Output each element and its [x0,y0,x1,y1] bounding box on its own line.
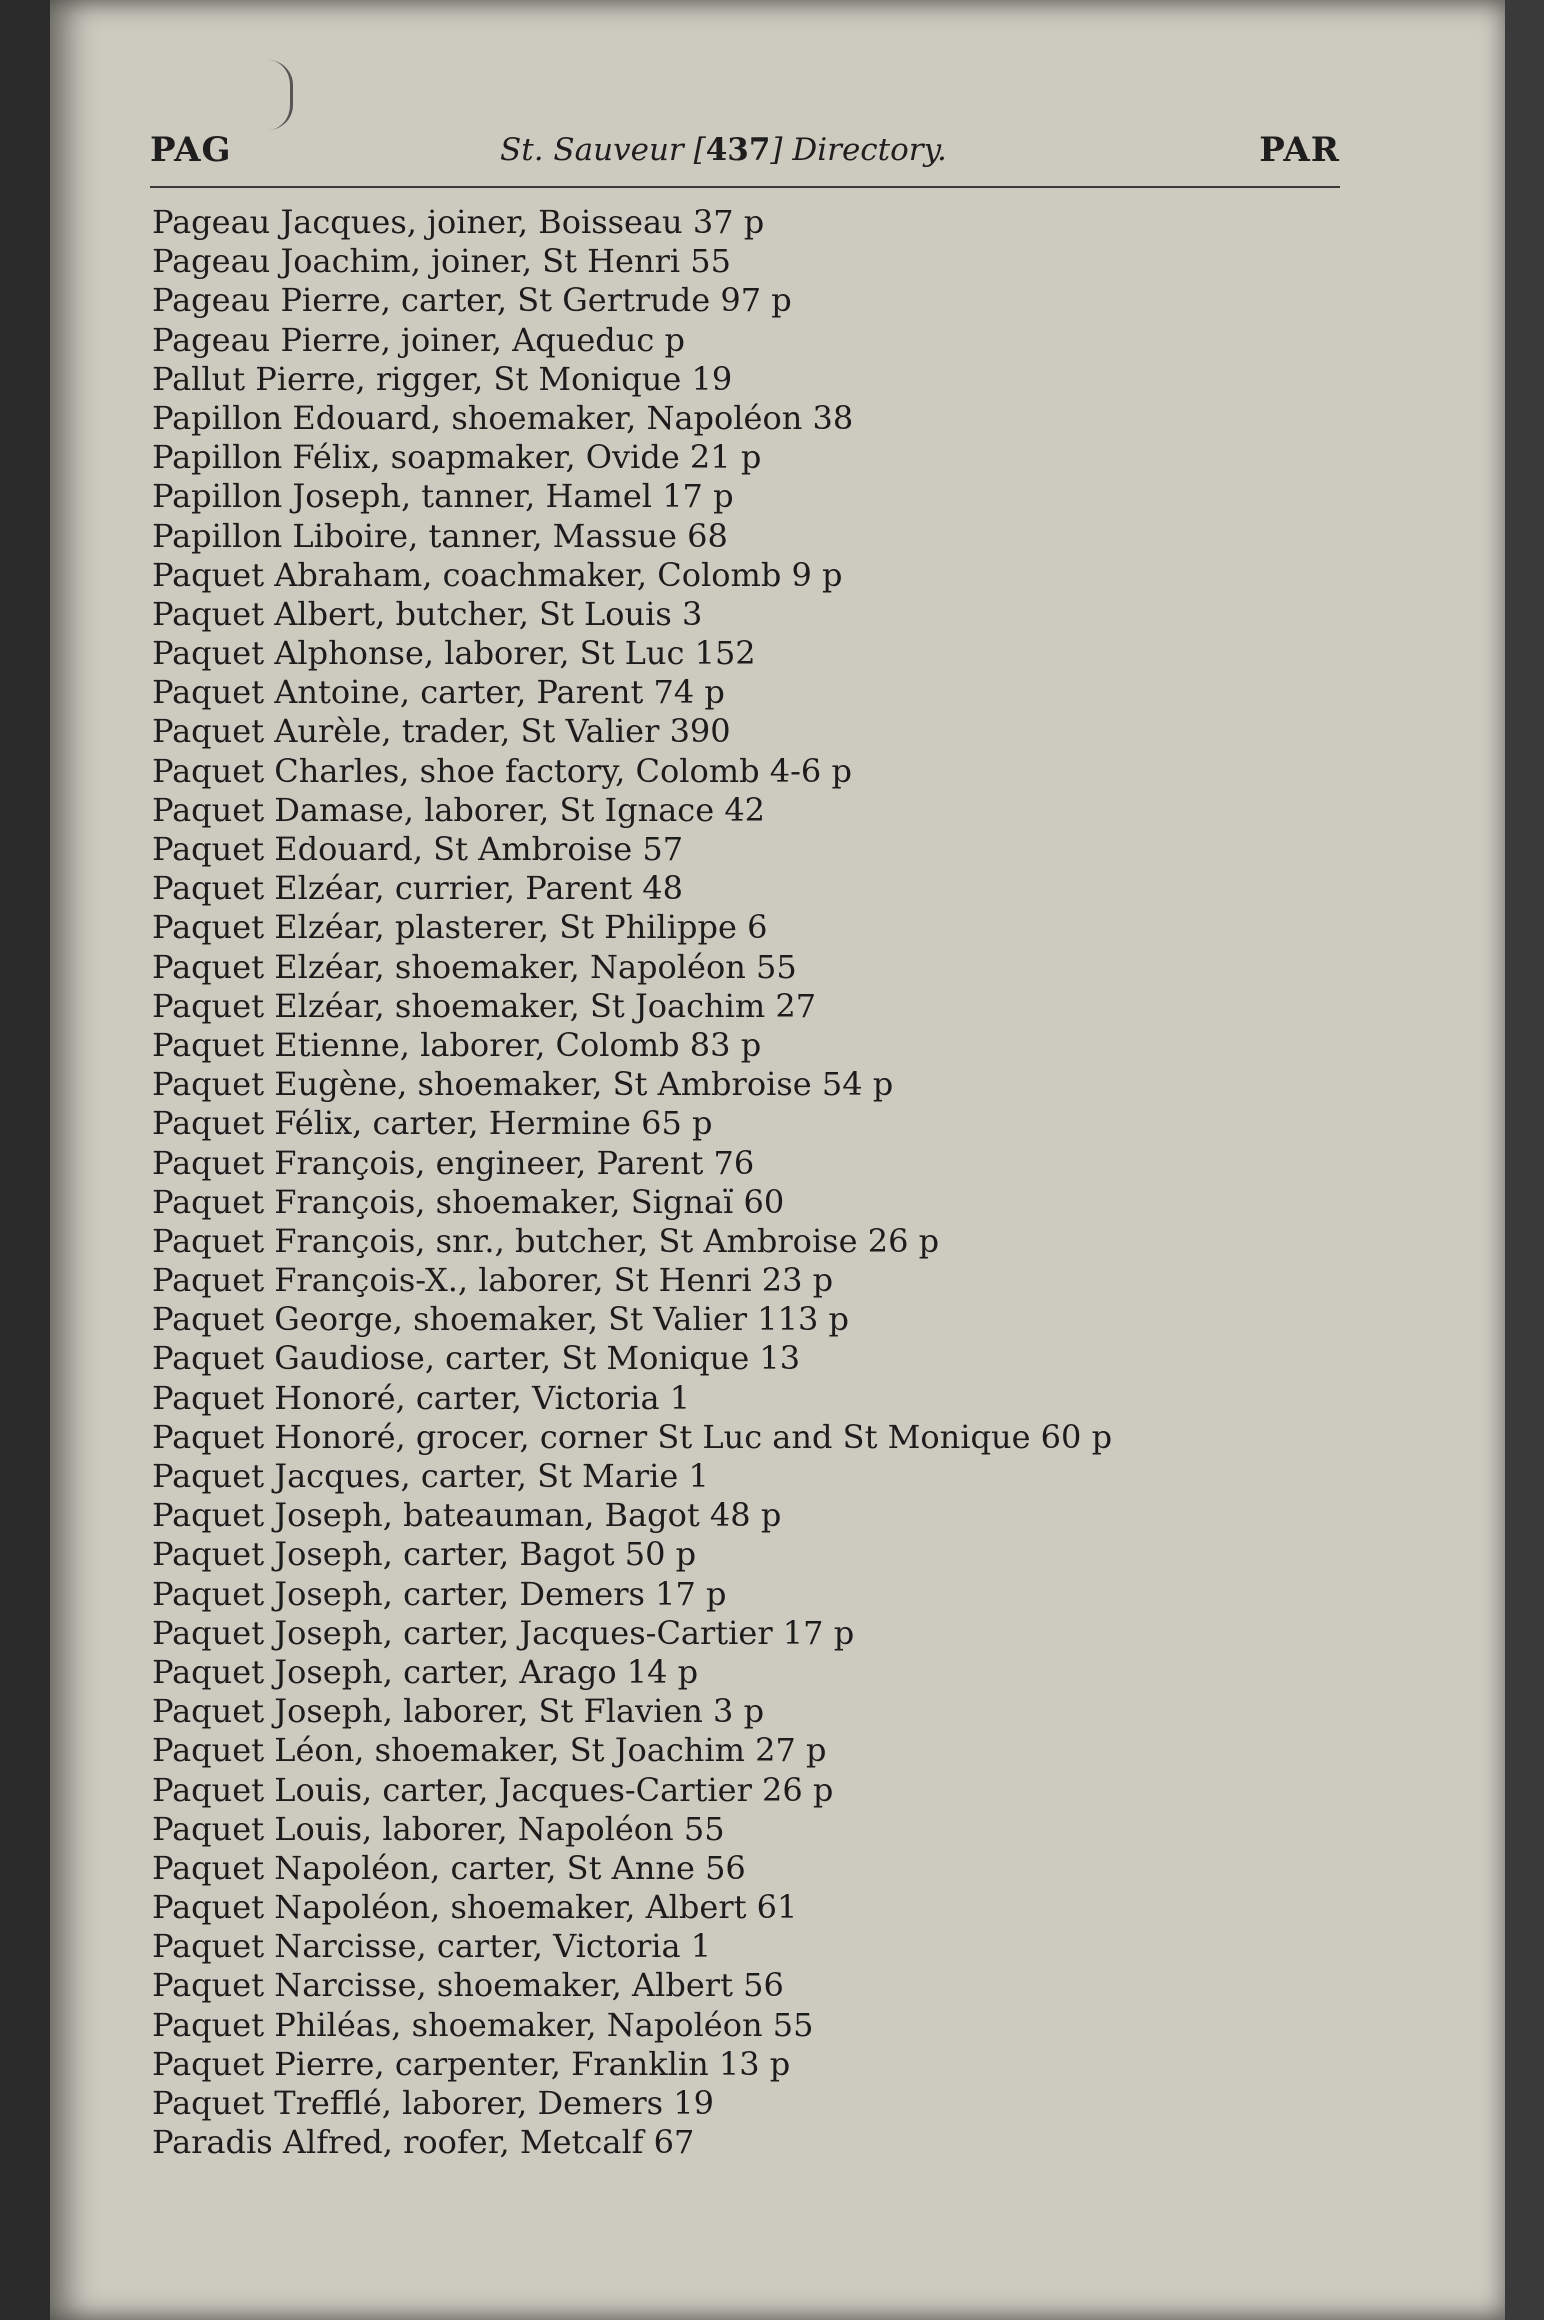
directory-entry: Paquet François, snr., butcher, St Ambroise 26 p [152,1221,940,1260]
directory-entry: Paquet Joseph, carter, Jacques-Cartier 17 p [152,1613,855,1652]
directory-entry: Paquet Elzéar, plasterer, St Philippe 6 [152,908,768,947]
directory-entry: Paquet Napoléon, shoemaker, Albert 61 [152,1888,798,1927]
directory-entry: Paquet Honoré, carter, Victoria 1 [152,1378,691,1417]
header-title-pre: St. Sauveur [ [500,132,706,168]
directory-entry: Paquet Aurèle, trader, St Valier 390 [152,712,731,751]
directory-entry: Papillon Liboire, tanner, Massue 68 [152,516,728,555]
directory-entry: Paquet Narcisse, shoemaker, Albert 56 [152,1966,784,2005]
directory-entry: Paquet Eugène, shoemaker, St Ambroise 54 p [152,1065,894,1104]
directory-entry: Paquet François, engineer, Parent 76 [152,1143,755,1182]
directory-entry: Paquet Antoine, carter, Parent 74 p [152,673,725,712]
directory-entry: Paquet Honoré, grocer, corner St Luc and St Monique 60 p [152,1417,1113,1456]
directory-entry: Paquet Pierre, carpenter, Franklin 13 p [152,2044,791,2083]
directory-entry: Paquet Joseph, bateauman, Bagot 48 p [152,1496,782,1535]
header-left-guide: PAG [150,130,232,170]
directory-entry: Paquet Albert, butcher, St Louis 3 [152,594,703,633]
directory-entry: Paquet Joseph, carter, Bagot 50 p [152,1535,697,1574]
directory-entry: Paquet Charles, shoe factory, Colomb 4-6 p [152,751,852,790]
directory-entry: Paquet François-X., laborer, St Henri 23 p [152,1261,834,1300]
header-title [500,132,947,168]
directory-entry: Papillon Joseph, tanner, Hamel 17 p [152,477,734,516]
page-edge [1505,0,1544,2320]
directory-entry: Paquet Joseph, carter, Demers 17 p [152,1574,727,1613]
directory-entry: Papillon Félix, soapmaker, Ovide 21 p [152,438,762,477]
directory-entry: Pageau Joachim, joiner, St Henri 55 [152,242,731,281]
directory-entry: Pageau Pierre, joiner, Aqueduc p [152,320,685,359]
directory-entry: Pallut Pierre, rigger, St Monique 19 [152,359,733,398]
directory-entry: Paquet Abraham, coachmaker, Colomb 9 p [152,555,843,594]
directory-entry: Paquet Jacques, carter, St Marie 1 [152,1457,709,1495]
directory-entry: Paquet Gaudiose, carter, St Monique 13 [152,1339,801,1378]
directory-entry: Paquet Elzéar, currier, Parent 48 [152,869,684,908]
directory-entry: Pageau Jacques, joiner, Boisseau 37 p [152,203,765,241]
directory-entry: Paquet Damase, laborer, St Ignace 42 [152,790,766,829]
directory-entry: Paquet Trefflé, laborer, Demers 19 [152,2084,714,2122]
directory-entry: Paquet Alphonse, laborer, St Luc 152 [152,634,756,673]
directory-entry: Paquet Léon, shoemaker, St Joachim 27 p [152,1731,827,1770]
directory-entry: Paquet Louis, carter, Jacques-Cartier 26 p [152,1770,834,1809]
directory-entry: Paquet Napoléon, carter, St Anne 56 [152,1848,746,1887]
directory-entry: Papillon Edouard, shoemaker, Napoléon 38 [152,398,854,437]
page-number: 437 [705,132,771,168]
running-header [150,130,1340,180]
directory-entry: Paquet Elzéar, shoemaker, Napoléon 55 [152,947,797,986]
pencil-mark [268,60,293,130]
directory-entry: Paquet George, shoemaker, St Valier 113 p [152,1300,849,1339]
directory-entry: Paquet Philéas, shoemaker, Napoléon 55 [152,2005,814,2044]
directory-entry: Paquet Etienne, laborer, Colomb 83 p [152,1025,762,1064]
directory-entry: Paquet Narcisse, carter, Victoria 1 [152,1927,712,1966]
header-right-guide: PAR [1259,130,1340,170]
directory-entry: Paquet Edouard, St Ambroise 57 [152,830,684,868]
directory-entry: Paquet Joseph, laborer, St Flavien 3 p [152,1692,765,1731]
header-rule [150,186,1340,188]
directory-entry: Paquet François, shoemaker, Signaï 60 [152,1182,785,1221]
directory-entry: Pageau Pierre, carter, St Gertrude 97 p [152,281,792,320]
directory-entry: Paquet Félix, carter, Hermine 65 p [152,1104,713,1143]
directory-entry: Paquet Elzéar, shoemaker, St Joachim 27 [152,986,817,1025]
directory-entry: Paquet Joseph, carter, Arago 14 p [152,1652,699,1691]
directory-entry: Paradis Alfred, roofer, Metcalf 67 [152,2123,695,2162]
header-title-post: ] Directory. [770,132,947,168]
directory-entries [152,203,1302,2162]
directory-entry: Paquet Louis, laborer, Napoléon 55 [152,1809,725,1848]
